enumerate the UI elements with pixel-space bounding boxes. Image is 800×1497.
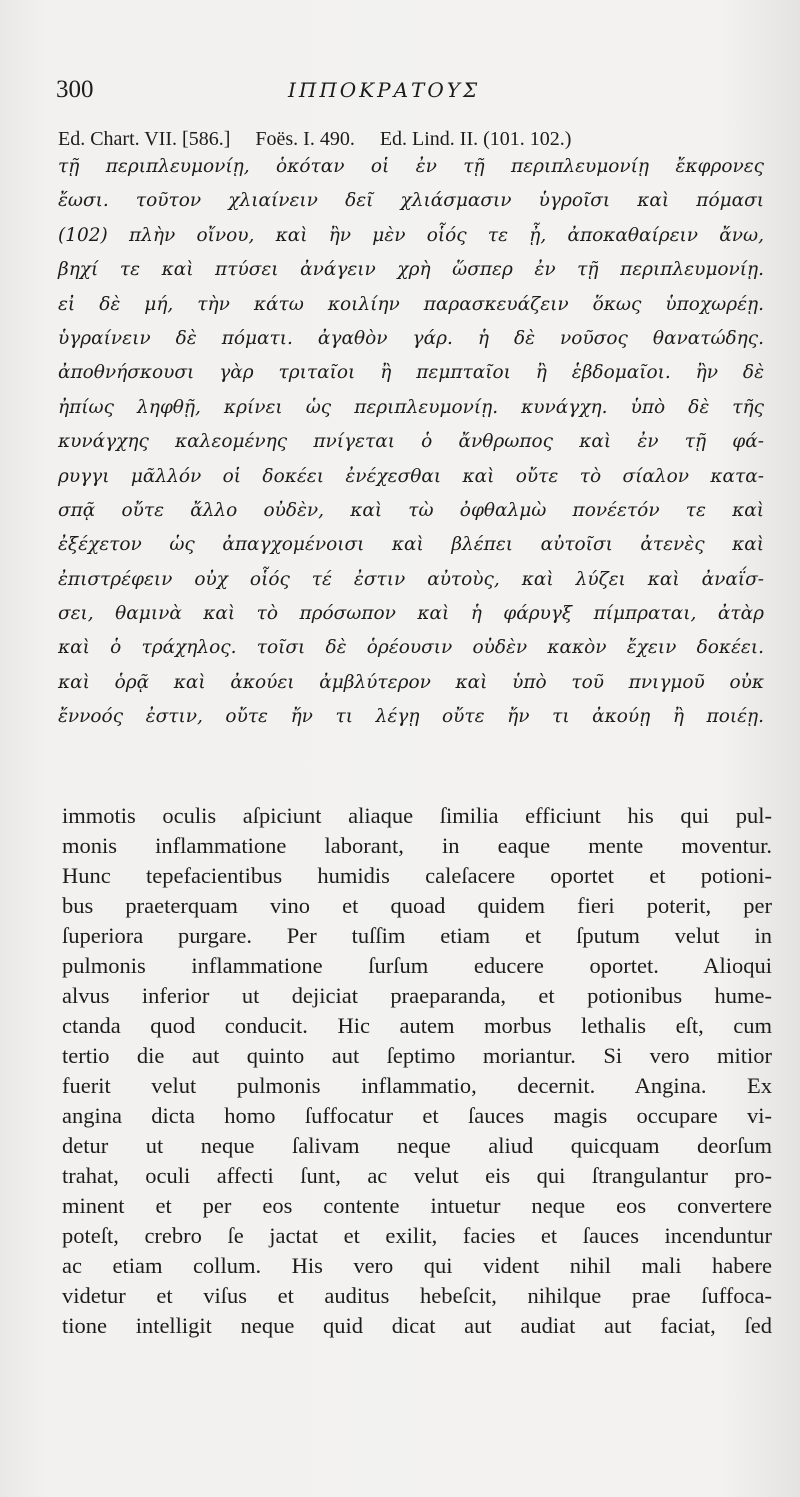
greek-line: ὑγραίνειν δὲ πόματι. ἀγαθὸν γάρ. ἡ δὲ νοῦσος θανατώδης. bbox=[58, 327, 764, 349]
latin-line: immotis oculis aſpiciunt aliaque ſimilia efficiunt his qui pul- bbox=[62, 803, 772, 828]
greek-line: (102) πλὴν οἴνου, καὶ ἢν μὲν οἷός τε ᾖ, ἀποκαθαίρειν ἄνω, bbox=[58, 224, 764, 246]
greek-line: ἔννοός ἐστιν, οὔτε ἤν τι λέγῃ οὔτε ἤν τι ἀκούῃ ἢ ποιέῃ. bbox=[58, 706, 764, 728]
latin-line: Hunc tepefacientibus humidis caleſacere oportet et potioni- bbox=[62, 863, 772, 888]
page-number: 300 bbox=[56, 76, 94, 103]
greek-line: ἐξέχετον ὡς ἀπαγχομένοισι καὶ βλέπει αὐτοῖσι ἀτενὲς καὶ bbox=[58, 534, 764, 556]
latin-line: minent et per eos contente intuetur neque eos convertere bbox=[62, 1193, 772, 1218]
latin-line: ſuperiora purgare. Per tuſſim etiam et ſputum velut in bbox=[62, 923, 772, 948]
latin-line: poteſt, crebro ſe jactat et exilit, facies et ſauces incenduntur bbox=[62, 1223, 772, 1248]
latin-line: monis inflammatione laborant, in eaque mente moventur. bbox=[62, 833, 772, 858]
latin-line: videtur et viſus et auditus hebeſcit, nihilque prae ſuffoca- bbox=[62, 1283, 772, 1308]
latin-line: ctanda quod conducit. Hic autem morbus lethalis eſt, cum bbox=[62, 1013, 772, 1038]
greek-line: τῇ περιπλευμονίῃ, ὁκόταν οἱ ἐν τῇ περιπλευμονίῃ ἔκφρονες bbox=[58, 156, 764, 177]
latin-translation bbox=[62, 801, 772, 1341]
greek-line: εἰ δὲ μή, τὴν κάτω κοιλίην παρασκευάζειν ὅκως ὑποχωρέῃ. bbox=[58, 293, 764, 315]
latin-line: trahat, oculi affecti ſunt, ac velut eis qui ſtrangulantur pro- bbox=[62, 1163, 772, 1188]
latin-line: ac etiam collum. His vero qui vident nihil mali habere bbox=[62, 1253, 772, 1278]
latin-line: angina dicta homo ſuffocatur et ſauces magis occupare vi- bbox=[62, 1103, 772, 1128]
edition-reference: Ed. Chart. VII. [586.] Foës. I. 490. Ed. Lind. II. (101. 102.) bbox=[58, 128, 572, 150]
latin-line: detur ut neque ſalivam neque aliud quicquam deorſum bbox=[62, 1133, 772, 1158]
running-title: ΙΠΠΟΚΡΑΤΟΥΣ bbox=[288, 78, 481, 102]
greek-line: καὶ ὁ τράχηλος. τοῖσι δὲ ὁρέουσιν οὐδὲν κακὸν ἔχειν δοκέει. bbox=[58, 637, 764, 659]
latin-line: tione intelligit neque quid dicat aut audiat aut faciat, ſed bbox=[62, 1313, 772, 1338]
greek-line: ἐπιστρέφειν οὐχ οἷός τέ ἐστιν αὐτοὺς, καὶ λύζει καὶ ἀναΐσ- bbox=[58, 568, 764, 590]
greek-line: σει, θαμινὰ καὶ τὸ πρόσωπον καὶ ἡ φάρυγξ πίμπραται, ἀτὰρ bbox=[58, 603, 764, 625]
greek-line: ρυγγι μᾶλλόν οἱ δοκέει ἐνέχεσθαι καὶ οὔτε τὸ σίαλον κατα- bbox=[58, 465, 764, 487]
greek-line: κυνάγχης καλεομένης πνίγεται ὁ ἄνθρωπος καὶ ἐν τῇ φά- bbox=[58, 431, 764, 453]
latin-line: bus praeterquam vino et quoad quidem fieri poterit, per bbox=[62, 893, 772, 918]
latin-line: fuerit velut pulmonis inflammatio, decernit. Angina. Ex bbox=[62, 1073, 772, 1098]
greek-text bbox=[58, 150, 764, 735]
latin-line: pulmonis inflammatione ſurſum educere oportet. Alioqui bbox=[62, 953, 772, 978]
greek-line: ἠπίως ληφθῇ, κρίνει ὡς περιπλευμονίῃ. κυνάγχη. ὑπὸ δὲ τῆς bbox=[58, 396, 764, 418]
running-head bbox=[56, 76, 776, 106]
greek-line: βηχί τε καὶ πτύσει ἀνάγειν χρὴ ὥσπερ ἐν τῇ περιπλευμονίῃ. bbox=[58, 259, 764, 281]
greek-line: ἀποθνήσκουσι γὰρ τριταῖοι ἢ πεμπταῖοι ἢ ἑβδομαῖοι. ἢν δὲ bbox=[58, 362, 764, 384]
latin-line: alvus inferior ut dejiciat praeparanda, et potionibus hume- bbox=[62, 983, 772, 1008]
greek-line: ἔωσι. τοῦτον χλιαίνειν δεῖ χλιάσμασιν ὑγροῖσι καὶ πόμασι bbox=[58, 190, 764, 212]
greek-line: καὶ ὁρᾷ καὶ ἀκούει ἀμβλύτερον καὶ ὑπὸ τοῦ πνιγμοῦ οὐκ bbox=[58, 671, 764, 693]
latin-line: tertio die aut quinto aut ſeptimo moriantur. Si vero mitior bbox=[62, 1043, 772, 1068]
greek-line: σπᾷ οὔτε ἄλλο οὐδὲν, καὶ τὼ ὀφθαλμὼ πονέετόν τε καὶ bbox=[58, 499, 764, 521]
